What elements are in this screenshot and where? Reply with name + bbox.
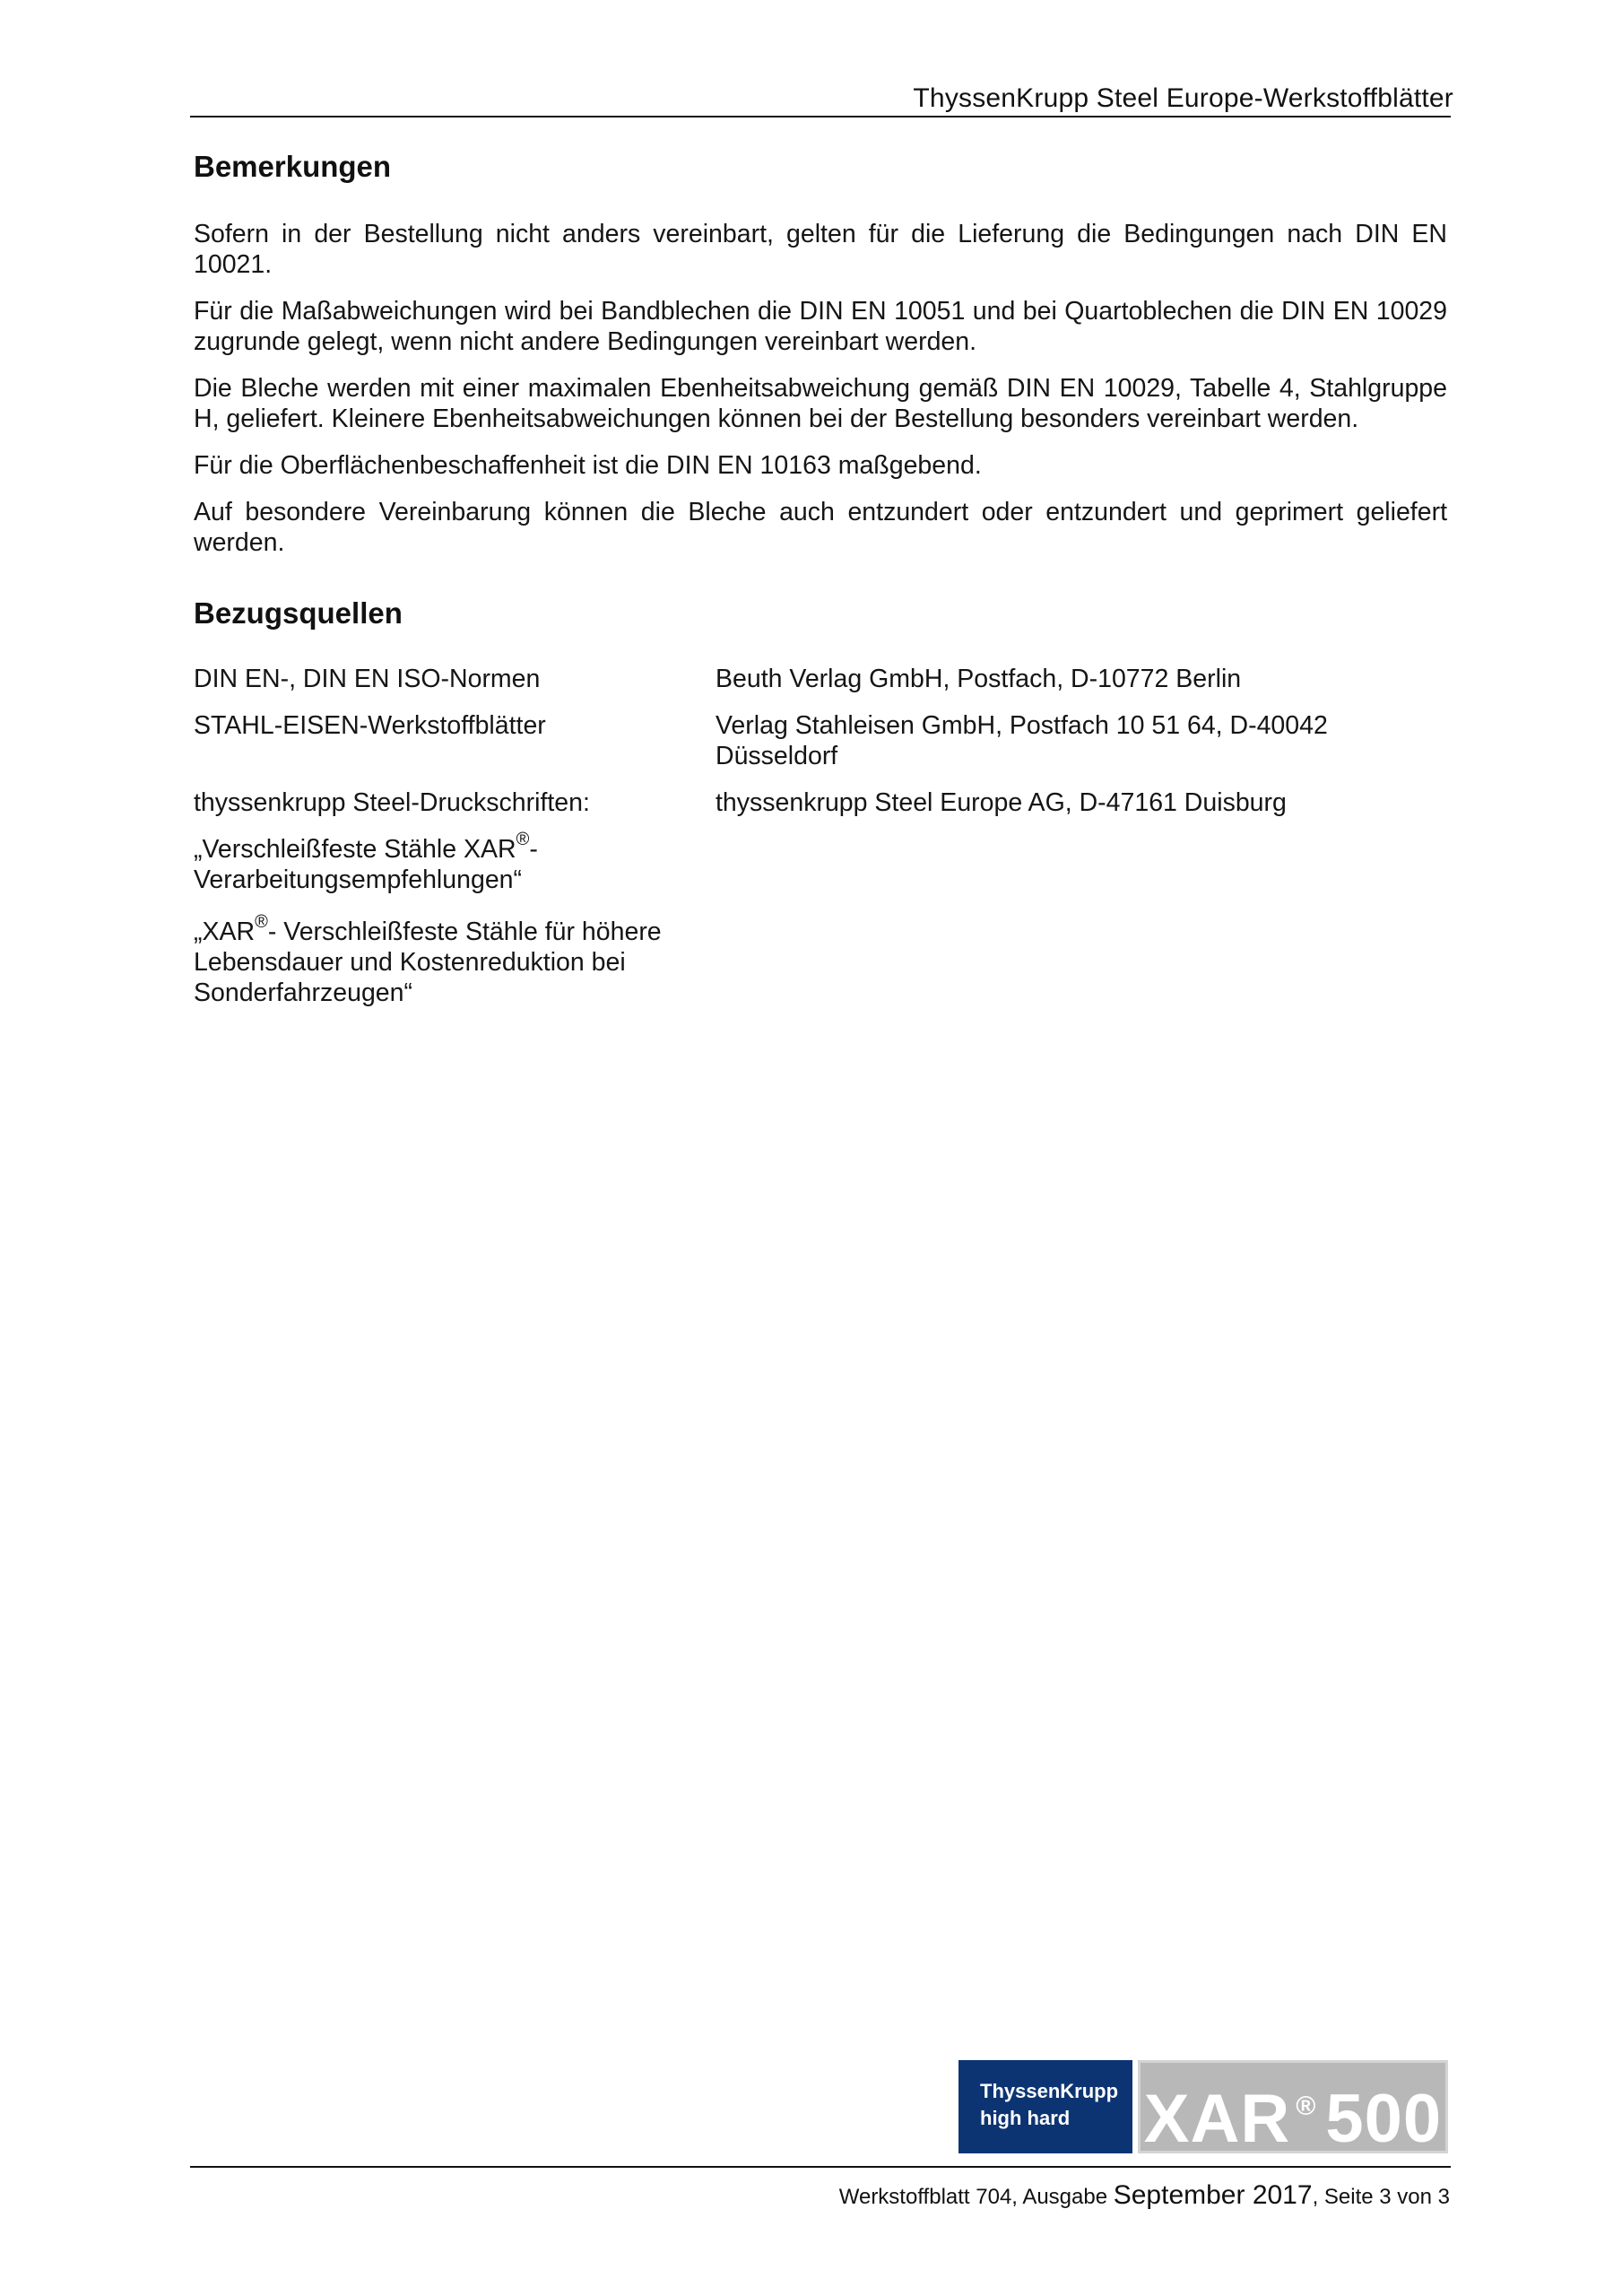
header-rule — [190, 116, 1451, 117]
remarks-paragraph: Die Bleche werden mit einer maximalen Ebenheitsabweichung gemäß DIN EN 10029, Tabelle 4, Stahlgruppe H, geliefert. Kleinere Ebenheitsabweichungen können bei der Bestellung besonders vereinbart werden. — [194, 374, 1447, 433]
publication-title — [194, 912, 678, 1008]
footer-sheet: Werkstoffblatt 704, Ausgabe — [838, 2185, 1108, 2209]
remarks-paragraph: Für die Maßabweichungen wird bei Bandblechen die DIN EN 10051 und bei Quartoblechen die DIN EN 10029 zugrunde gelegt, wenn nicht andere Bedingungen vereinbart werden. — [194, 297, 1447, 356]
registered-mark: ® — [1296, 2092, 1317, 2121]
main-content — [194, 149, 1447, 1030]
remarks-paragraph: Auf besondere Vereinbarung können die Bleche auch entzundert oder entzundert und geprimert geliefert werden. — [194, 498, 1447, 557]
remarks-heading: Bemerkungen — [194, 150, 392, 183]
source-category: DIN EN-, DIN EN ISO-Normen — [194, 665, 541, 693]
footer-page: , Seite 3 von 3 — [1312, 2185, 1450, 2209]
publication-list — [194, 830, 678, 1008]
remarks-section — [194, 149, 1447, 558]
publication-title-end: -Verarbeitungsempfehlungen“ — [194, 835, 538, 894]
source-publisher: Beuth Verlag GmbH, Postfach, D-10772 Berlin — [716, 665, 1242, 693]
publication-title-end: - Verschleißfeste Stähle für höhere Lebensdauer und Kostenreduktion bei Sonderfahrzeugen“ — [194, 918, 662, 1007]
registered-mark: ® — [516, 830, 530, 849]
source-category: thyssenkrupp Steel-Druckschriften: — [194, 788, 590, 817]
source-category: STAHL-EISEN-Werkstoffblätter — [194, 711, 546, 740]
source-publisher: thyssenkrupp Steel Europe AG, D-47161 Duisburg — [716, 788, 1287, 817]
remarks-paragraph: Für die Oberflächenbeschaffenheit ist die DIN EN 10163 maßgebend. — [194, 451, 982, 480]
header-title: ThyssenKrupp Steel Europe-Werkstoffblätter — [913, 83, 1453, 113]
brand-box — [958, 2060, 1132, 2153]
product-number: 500 — [1325, 2081, 1443, 2157]
product-name: XAR — [1143, 2081, 1291, 2157]
publication-title-start: „Verschleißfeste Stähle XAR — [194, 835, 516, 864]
source-publisher: Verlag Stahleisen GmbH, Postfach 10 51 64, D-40042 Düsseldorf — [716, 711, 1328, 770]
footer-rule — [190, 2166, 1451, 2168]
registered-mark: ® — [255, 912, 268, 932]
sources-section — [194, 596, 1447, 1008]
product-box — [1138, 2060, 1448, 2157]
product-logo — [958, 2060, 1448, 2157]
sources-table — [194, 664, 1447, 818]
brand-tagline: high hard — [980, 2107, 1071, 2129]
publication-title-start: „XAR — [194, 918, 256, 946]
footer-date: September 2017 — [1113, 2180, 1313, 2210]
remarks-paragraph: Sofern in der Bestellung nicht anders vereinbart, gelten für die Lieferung die Bedingungen nach DIN EN 10021. — [194, 220, 1447, 279]
footer — [839, 2178, 1450, 2215]
brand-name: ThyssenKrupp — [980, 2080, 1119, 2102]
sources-heading: Bezugsquellen — [194, 596, 403, 630]
publication-title — [194, 830, 678, 895]
